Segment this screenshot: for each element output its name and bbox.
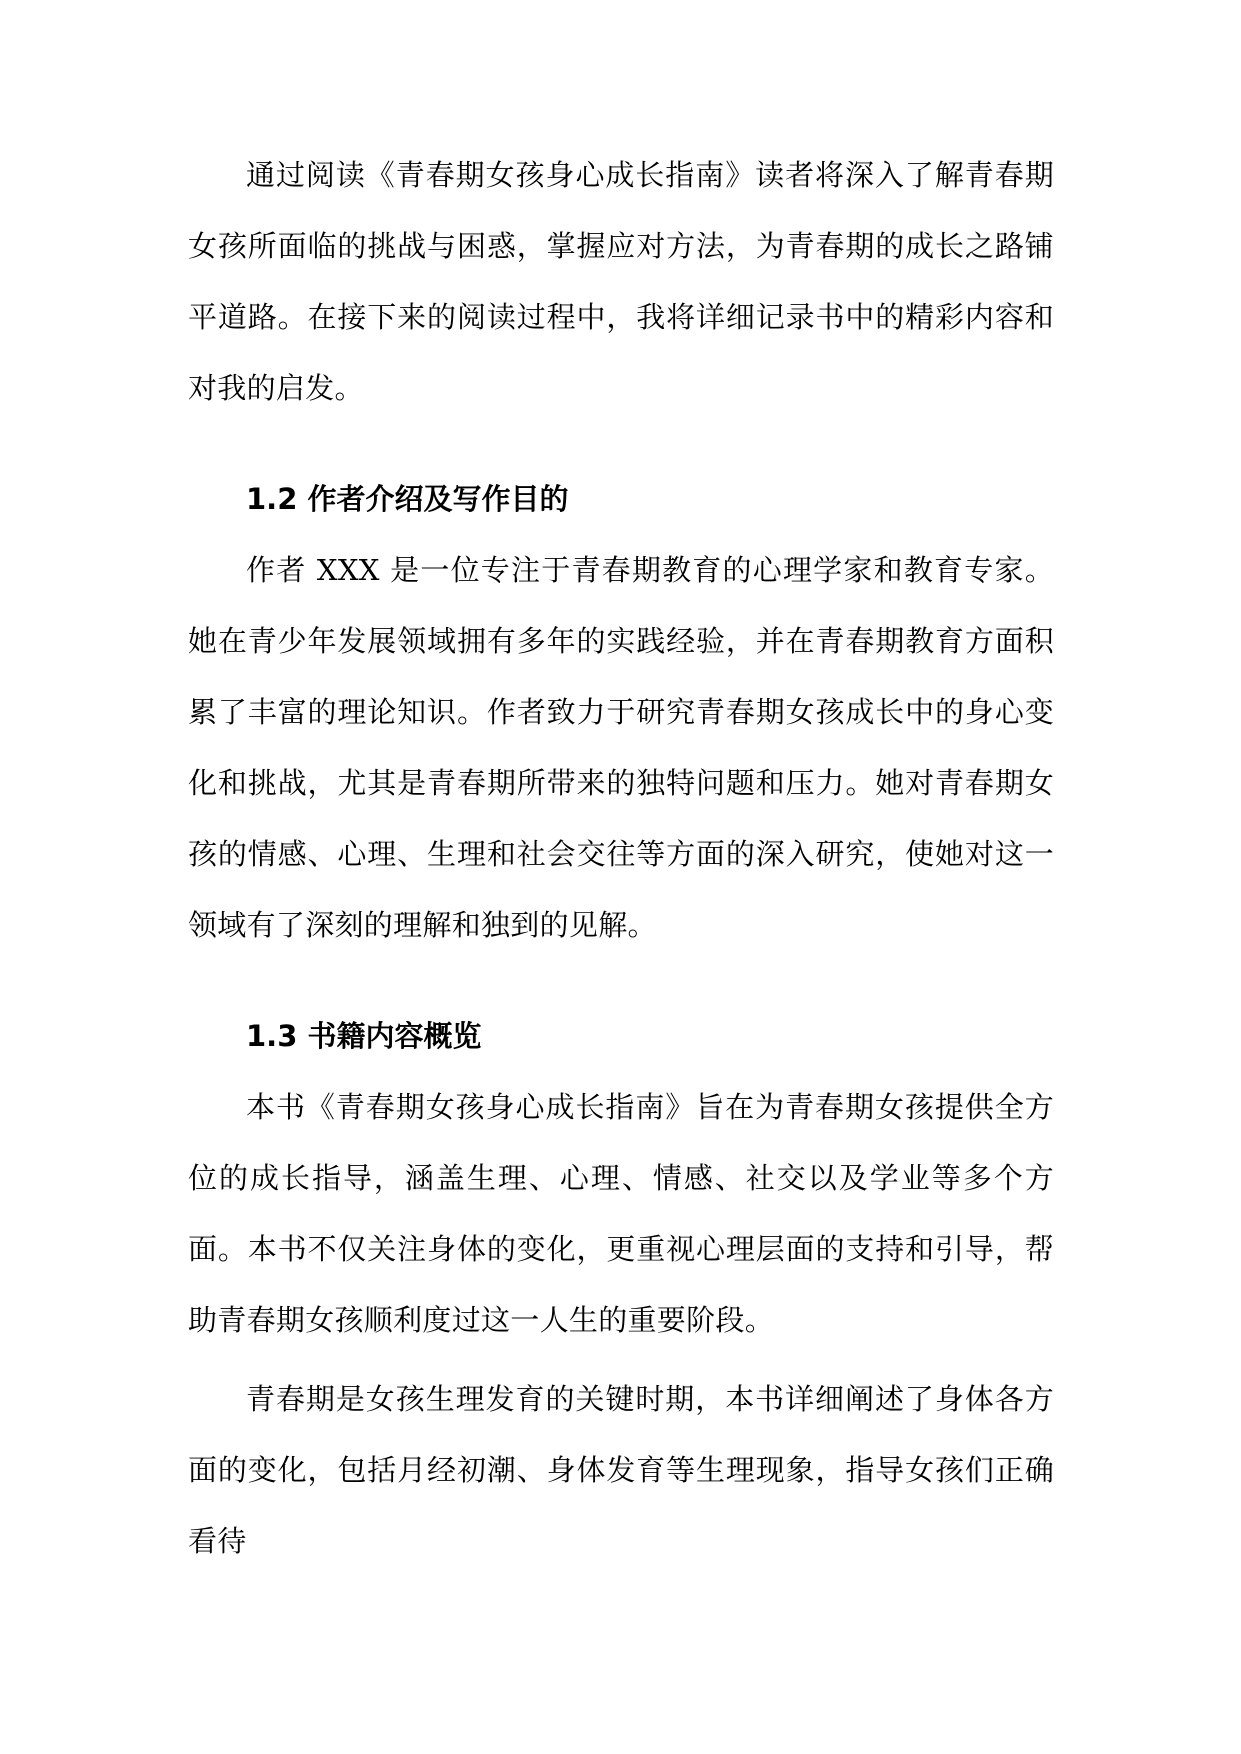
document-body <box>188 140 1054 1577</box>
section-heading-1-3: 1.3 书籍内容概览 <box>246 1019 482 1053</box>
section-spacer <box>188 424 1054 464</box>
overview-paragraph-2: 青春期是女孩生理发育的关键时期，本书详细阐述了身体各方面的变化，包括月经初潮、身体发育等生理现象，指导女孩们正确看待 <box>188 1382 1054 1558</box>
section-spacer <box>188 961 1054 1001</box>
overview-paragraph-1: 本书《青春期女孩身心成长指南》旨在为青春期女孩提供全方位的成长指导，涵盖生理、心理、情感、社交以及学业等多个方面。本书不仅关注身体的变化，更重视心理层面的支持和引导，帮助青春期女孩顺利度过这一人生的重要阶段。 <box>188 1090 1054 1337</box>
author-paragraph: 作者 XXX 是一位专注于青春期教育的心理学家和教育专家。她在青少年发展领域拥有多年的实践经验，并在青春期教育方面积累了丰富的理论知识。作者致力于研究青春期女孩成长中的身心变化和挑战，尤其是青春期所带来的独特问题和压力。她对青春期女孩的情感、心理、生理和社会交往等方面的深入研究，使她对这一领域有了深刻的理解和独到的见解。 <box>188 553 1054 942</box>
intro-paragraph: 通过阅读《青春期女孩身心成长指南》读者将深入了解青春期女孩所面临的挑战与困惑，掌握应对方法，为青春期的成长之路铺平道路。在接下来的阅读过程中，我将详细记录书中的精彩内容和对我的启发。 <box>188 158 1054 405</box>
section-heading-1-2: 1.2 作者介绍及写作目的 <box>246 482 569 516</box>
